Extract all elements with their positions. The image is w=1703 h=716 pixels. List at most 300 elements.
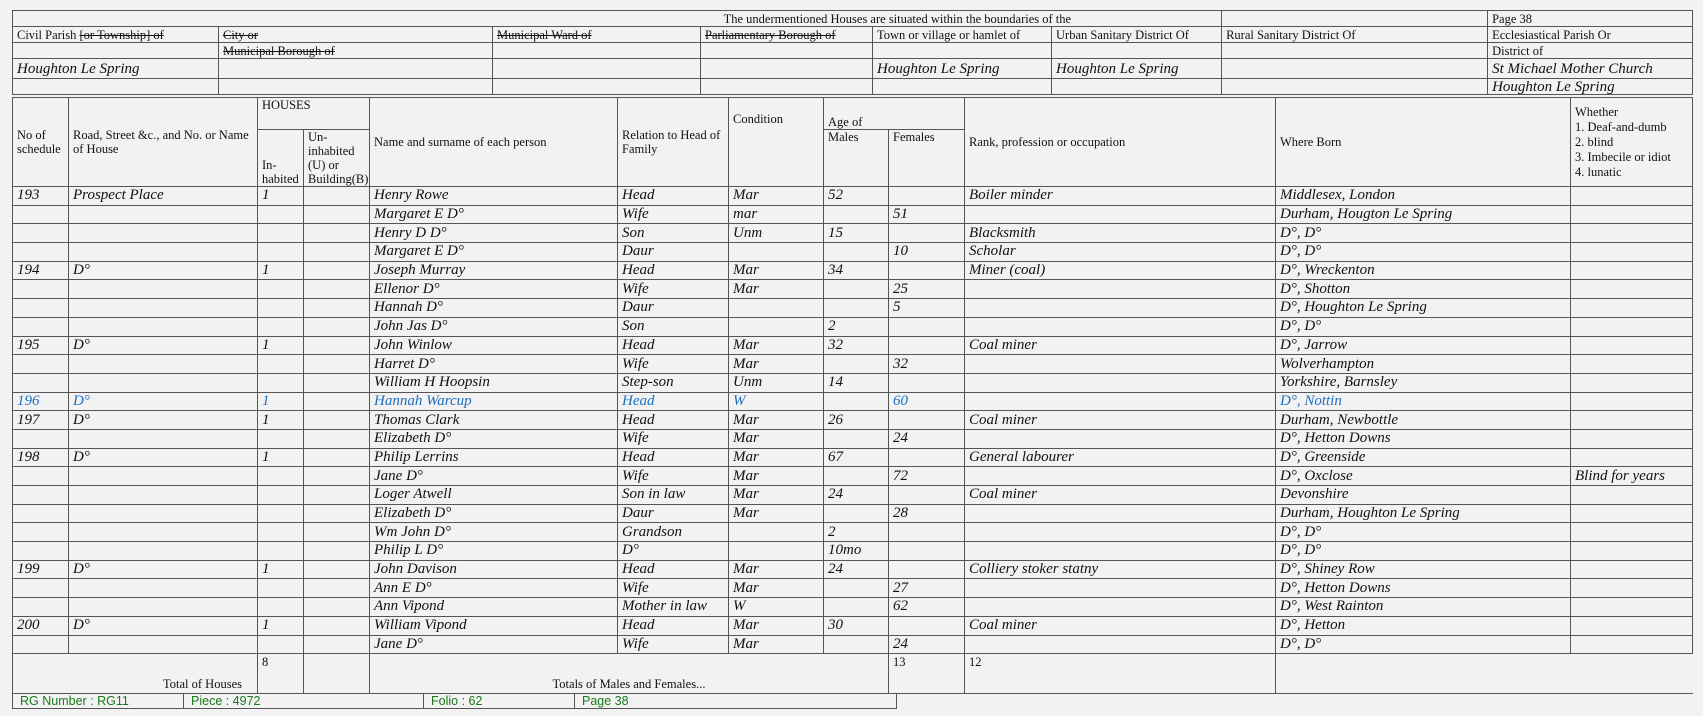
cell-uninhab (304, 373, 370, 392)
cell-male: 26 (824, 411, 889, 430)
cell-whether (1571, 542, 1693, 561)
cell-inhab (258, 224, 304, 243)
cell-condition: Mar (729, 429, 824, 448)
cell-road (69, 280, 258, 299)
cell-female (889, 560, 965, 579)
cell-occupation (965, 579, 1276, 598)
cell-name: Henry Rowe (370, 187, 618, 206)
cell-born: D°, Hetton Downs (1276, 579, 1571, 598)
cell-schedule (13, 635, 69, 654)
cell-name: Jane D° (370, 635, 618, 654)
cell-born: D°, Shiney Row (1276, 560, 1571, 579)
cell-female (889, 542, 965, 561)
cell-relation: Son in law (618, 486, 729, 505)
cell-whether (1571, 616, 1693, 635)
cell-schedule (13, 205, 69, 224)
cell-name: Ann Vipond (370, 598, 618, 617)
cell-schedule (13, 317, 69, 336)
cell-born: D°, Hetton Downs (1276, 429, 1571, 448)
col-females: Females (889, 130, 965, 187)
cell-road (69, 317, 258, 336)
cell-road (69, 205, 258, 224)
cell-schedule: 194 (13, 261, 69, 280)
cell-relation: Wife (618, 429, 729, 448)
cell-relation: D° (618, 542, 729, 561)
cell-born: D°, D° (1276, 317, 1571, 336)
cell-uninhab (304, 187, 370, 206)
cell-uninhab (304, 523, 370, 542)
cell-uninhab (304, 392, 370, 411)
cell-female (889, 448, 965, 467)
cell-occupation (965, 542, 1276, 561)
table-row (13, 336, 1693, 355)
cell-whether (1571, 560, 1693, 579)
cell-born: D°, Houghton Le Spring (1276, 299, 1571, 318)
table-row (13, 523, 1693, 542)
col-uninhabited: Un-inhabited (U) or Building(B) (304, 130, 370, 187)
cell-inhab (258, 373, 304, 392)
cell-schedule: 195 (13, 336, 69, 355)
cell-male (824, 579, 889, 598)
total-houses-value: 8 (258, 654, 304, 694)
cell-relation: Head (618, 392, 729, 411)
cell-whether (1571, 355, 1693, 374)
table-row (13, 299, 1693, 318)
cell-male: 32 (824, 336, 889, 355)
cell-schedule: 196 (13, 392, 69, 411)
district-label: District of (1488, 43, 1693, 59)
cell-road (69, 504, 258, 523)
cell-name: Ann E D° (370, 579, 618, 598)
table-row (13, 598, 1693, 617)
cell-road (69, 355, 258, 374)
cell-female: 72 (889, 467, 965, 486)
table-row (13, 504, 1693, 523)
cell-male (824, 504, 889, 523)
cell-name: Margaret E D° (370, 205, 618, 224)
cell-schedule (13, 243, 69, 262)
municipal-borough-label: Municipal Borough of (219, 43, 493, 59)
cell-occupation: Blacksmith (965, 224, 1276, 243)
cell-born: D°, D° (1276, 224, 1571, 243)
cell-uninhab (304, 299, 370, 318)
cell-road (69, 635, 258, 654)
col-where-born: Where Born (1276, 98, 1571, 187)
cell-occupation (965, 429, 1276, 448)
cell-road (69, 373, 258, 392)
cell-uninhab (304, 336, 370, 355)
cell-condition: Mar (729, 355, 824, 374)
cell-name: Philip L D° (370, 542, 618, 561)
cell-schedule (13, 373, 69, 392)
cell-relation: Wife (618, 635, 729, 654)
cell-female (889, 411, 965, 430)
cell-occupation: Coal miner (965, 336, 1276, 355)
cell-name: Joseph Murray (370, 261, 618, 280)
cell-occupation (965, 635, 1276, 654)
col-relation: Relation to Head of Family (618, 98, 729, 187)
cell-relation: Grandson (618, 523, 729, 542)
cell-uninhab (304, 429, 370, 448)
cell-condition (729, 299, 824, 318)
cell-road: D° (69, 411, 258, 430)
cell-male (824, 243, 889, 262)
cell-name: Ellenor D° (370, 280, 618, 299)
cell-whether (1571, 579, 1693, 598)
total-persons-label: Totals of Males and Females... (370, 654, 889, 694)
cell-name: Hannah D° (370, 299, 618, 318)
cell-uninhab (304, 598, 370, 617)
cell-inhab (258, 205, 304, 224)
cell-condition: mar (729, 205, 824, 224)
col-inhabited: In-habited (258, 130, 304, 187)
cell-inhab: 1 (258, 187, 304, 206)
cell-road: D° (69, 261, 258, 280)
cell-whether (1571, 280, 1693, 299)
cell-male: 14 (824, 373, 889, 392)
cell-uninhab (304, 467, 370, 486)
table-row (13, 261, 1693, 280)
cell-occupation: Miner (coal) (965, 261, 1276, 280)
cell-whether (1571, 486, 1693, 505)
cell-whether (1571, 299, 1693, 318)
cell-relation: Son (618, 224, 729, 243)
cell-occupation: Coal miner (965, 486, 1276, 505)
cell-name: Margaret E D° (370, 243, 618, 262)
cell-inhab: 1 (258, 448, 304, 467)
cell-inhab (258, 579, 304, 598)
cell-road (69, 299, 258, 318)
cell-whether (1571, 411, 1693, 430)
cell-condition (729, 542, 824, 561)
table-row (13, 243, 1693, 262)
cell-whether (1571, 504, 1693, 523)
cell-female: 10 (889, 243, 965, 262)
cell-uninhab (304, 243, 370, 262)
cell-female: 24 (889, 429, 965, 448)
cell-inhab (258, 635, 304, 654)
town-label: Town or village or hamlet of (873, 27, 1052, 43)
cell-schedule: 197 (13, 411, 69, 430)
cell-road: D° (69, 392, 258, 411)
cell-relation: Step-son (618, 373, 729, 392)
cell-inhab (258, 429, 304, 448)
cell-relation: Wife (618, 205, 729, 224)
cell-uninhab (304, 486, 370, 505)
cell-name: John Winlow (370, 336, 618, 355)
reference-footer (12, 693, 897, 709)
cell-road (69, 467, 258, 486)
cell-born: D°, Jarrow (1276, 336, 1571, 355)
table-row (13, 467, 1693, 486)
col-condition: Condition (729, 98, 824, 187)
cell-occupation (965, 523, 1276, 542)
cell-occupation (965, 598, 1276, 617)
cell-born: D°, Hetton (1276, 616, 1571, 635)
cell-female (889, 486, 965, 505)
table-row (13, 280, 1693, 299)
rg-number: RG Number : RG11 (13, 694, 184, 709)
cell-schedule (13, 579, 69, 598)
table-row (13, 411, 1693, 430)
cell-born: D°, Shotton (1276, 280, 1571, 299)
cell-born: Durham, Hougton Le Spring (1276, 205, 1571, 224)
cell-condition (729, 243, 824, 262)
cell-whether (1571, 205, 1693, 224)
cell-whether (1571, 429, 1693, 448)
table-row (13, 187, 1693, 206)
cell-uninhab (304, 411, 370, 430)
cell-uninhab (304, 635, 370, 654)
col-occupation: Rank, profession or occupation (965, 98, 1276, 187)
urban-district-label: Urban Sanitary District Of (1052, 27, 1222, 43)
cell-female (889, 616, 965, 635)
cell-schedule (13, 523, 69, 542)
cell-born: D°, Nottin (1276, 392, 1571, 411)
cell-male (824, 598, 889, 617)
cell-whether (1571, 635, 1693, 654)
cell-whether (1571, 317, 1693, 336)
cell-whether (1571, 373, 1693, 392)
cell-male: 52 (824, 187, 889, 206)
col-schedule: No of schedule (13, 98, 69, 187)
cell-road (69, 542, 258, 561)
cell-female: 51 (889, 205, 965, 224)
boundary-notice: The undermentioned Houses are situated within the boundaries of the (13, 11, 1222, 27)
cell-condition: Mar (729, 448, 824, 467)
cell-male: 2 (824, 317, 889, 336)
cell-name: Philip Lerrins (370, 448, 618, 467)
cell-inhab (258, 504, 304, 523)
table-row (13, 392, 1693, 411)
cell-condition: Mar (729, 467, 824, 486)
cell-schedule (13, 299, 69, 318)
cell-condition: Mar (729, 560, 824, 579)
table-row (13, 317, 1693, 336)
cell-condition (729, 523, 824, 542)
cell-whether (1571, 243, 1693, 262)
cell-name: Jane D° (370, 467, 618, 486)
cell-occupation (965, 355, 1276, 374)
cell-inhab (258, 523, 304, 542)
cell-male (824, 429, 889, 448)
cell-born: Durham, Houghton Le Spring (1276, 504, 1571, 523)
cell-occupation (965, 317, 1276, 336)
cell-road: D° (69, 616, 258, 635)
cell-inhab: 1 (258, 261, 304, 280)
table-row (13, 224, 1693, 243)
cell-female (889, 224, 965, 243)
cell-male: 30 (824, 616, 889, 635)
cell-relation: Son (618, 317, 729, 336)
cell-occupation (965, 504, 1276, 523)
cell-uninhab (304, 560, 370, 579)
town-value: Houghton Le Spring (873, 59, 1052, 79)
cell-relation: Daur (618, 243, 729, 262)
cell-road: Prospect Place (69, 187, 258, 206)
cell-male (824, 280, 889, 299)
cell-born: D°, West Rainton (1276, 598, 1571, 617)
cell-condition: W (729, 392, 824, 411)
cell-inhab (258, 299, 304, 318)
cell-whether (1571, 448, 1693, 467)
cell-condition: Mar (729, 616, 824, 635)
cell-female (889, 187, 965, 206)
cell-male: 2 (824, 523, 889, 542)
cell-name: Harret D° (370, 355, 618, 374)
cell-born: D°, D° (1276, 635, 1571, 654)
page-number: Page 38 (1488, 11, 1693, 27)
cell-road (69, 224, 258, 243)
cell-schedule (13, 280, 69, 299)
cell-male: 34 (824, 261, 889, 280)
boundary-header (12, 10, 1693, 95)
cell-female (889, 317, 965, 336)
cell-occupation (965, 299, 1276, 318)
cell-relation: Head (618, 411, 729, 430)
cell-male (824, 205, 889, 224)
cell-inhab (258, 243, 304, 262)
cell-inhab (258, 467, 304, 486)
cell-born: D°, Greenside (1276, 448, 1571, 467)
civil-parish-value: Houghton Le Spring (13, 59, 219, 79)
table-row (13, 486, 1693, 505)
cell-road (69, 579, 258, 598)
cell-born: D°, Oxclose (1276, 467, 1571, 486)
col-age-of: Age of (824, 98, 965, 130)
cell-born: Wolverhampton (1276, 355, 1571, 374)
cell-inhab (258, 542, 304, 561)
page-ref: Page 38 (575, 694, 897, 709)
parliamentary-borough-label: Parliamentary Borough of (701, 27, 873, 43)
cell-name: William Vipond (370, 616, 618, 635)
cell-occupation (965, 392, 1276, 411)
cell-relation: Daur (618, 299, 729, 318)
cell-male: 15 (824, 224, 889, 243)
cell-whether (1571, 523, 1693, 542)
cell-schedule (13, 355, 69, 374)
cell-male (824, 355, 889, 374)
total-males: 13 (889, 654, 965, 694)
cell-inhab: 1 (258, 336, 304, 355)
cell-whether (1571, 261, 1693, 280)
cell-condition (729, 317, 824, 336)
cell-female (889, 373, 965, 392)
cell-born: Middlesex, London (1276, 187, 1571, 206)
col-houses: HOUSES (258, 98, 370, 130)
cell-condition: Mar (729, 579, 824, 598)
cell-name: Thomas Clark (370, 411, 618, 430)
cell-whether (1571, 598, 1693, 617)
cell-schedule (13, 598, 69, 617)
cell-uninhab (304, 448, 370, 467)
table-row (13, 560, 1693, 579)
cell-relation: Wife (618, 467, 729, 486)
cell-whether (1571, 187, 1693, 206)
cell-inhab (258, 355, 304, 374)
cell-schedule (13, 429, 69, 448)
cell-schedule (13, 224, 69, 243)
ecclesiastical-value: St Michael Mother Church (1488, 59, 1693, 79)
cell-condition: Mar (729, 261, 824, 280)
cell-whether: Blind for years (1571, 467, 1693, 486)
cell-schedule (13, 486, 69, 505)
cell-name: Henry D D° (370, 224, 618, 243)
cell-condition: Mar (729, 504, 824, 523)
cell-road (69, 243, 258, 262)
cell-male: 67 (824, 448, 889, 467)
rural-district-label: Rural Sanitary District Of (1222, 27, 1488, 43)
table-row (13, 542, 1693, 561)
cell-uninhab (304, 280, 370, 299)
cell-name: Loger Atwell (370, 486, 618, 505)
cell-born: Durham, Newbottle (1276, 411, 1571, 430)
cell-schedule: 199 (13, 560, 69, 579)
cell-occupation: Colliery stoker statny (965, 560, 1276, 579)
cell-road (69, 429, 258, 448)
cell-born: Devonshire (1276, 486, 1571, 505)
cell-male: 24 (824, 486, 889, 505)
cell-uninhab (304, 317, 370, 336)
cell-name: Wm John D° (370, 523, 618, 542)
cell-inhab (258, 486, 304, 505)
cell-condition: Unm (729, 373, 824, 392)
cell-uninhab (304, 579, 370, 598)
ecclesiastical-value-2: Houghton Le Spring (1488, 79, 1693, 95)
cell-uninhab (304, 542, 370, 561)
cell-female: 28 (889, 504, 965, 523)
cell-schedule: 193 (13, 187, 69, 206)
table-row (13, 373, 1693, 392)
cell-inhab: 1 (258, 616, 304, 635)
cell-uninhab (304, 355, 370, 374)
cell-female: 27 (889, 579, 965, 598)
table-row (13, 448, 1693, 467)
cell-male: 10mo (824, 542, 889, 561)
cell-uninhab (304, 224, 370, 243)
cell-uninhab (304, 504, 370, 523)
cell-road: D° (69, 448, 258, 467)
cell-condition: Mar (729, 635, 824, 654)
cell-male (824, 299, 889, 318)
cell-schedule (13, 504, 69, 523)
ecclesiastical-label: Ecclesiastical Parish Or (1488, 27, 1693, 43)
cell-relation: Wife (618, 579, 729, 598)
cell-born: Yorkshire, Barnsley (1276, 373, 1571, 392)
cell-occupation: Boiler minder (965, 187, 1276, 206)
cell-born: D°, D° (1276, 523, 1571, 542)
cell-condition: Mar (729, 336, 824, 355)
table-row (13, 579, 1693, 598)
cell-condition: Mar (729, 280, 824, 299)
cell-inhab: 1 (258, 411, 304, 430)
cell-female: 32 (889, 355, 965, 374)
cell-occupation: Coal miner (965, 411, 1276, 430)
table-row (13, 205, 1693, 224)
cell-relation: Head (618, 560, 729, 579)
piece-number: Piece : 4972 (184, 694, 424, 709)
cell-condition: Mar (729, 411, 824, 430)
cell-inhab (258, 598, 304, 617)
cell-whether (1571, 392, 1693, 411)
cell-inhab: 1 (258, 560, 304, 579)
table-row (13, 616, 1693, 635)
cell-female: 25 (889, 280, 965, 299)
cell-schedule (13, 467, 69, 486)
cell-schedule: 198 (13, 448, 69, 467)
cell-schedule: 200 (13, 616, 69, 635)
cell-occupation: General labourer (965, 448, 1276, 467)
